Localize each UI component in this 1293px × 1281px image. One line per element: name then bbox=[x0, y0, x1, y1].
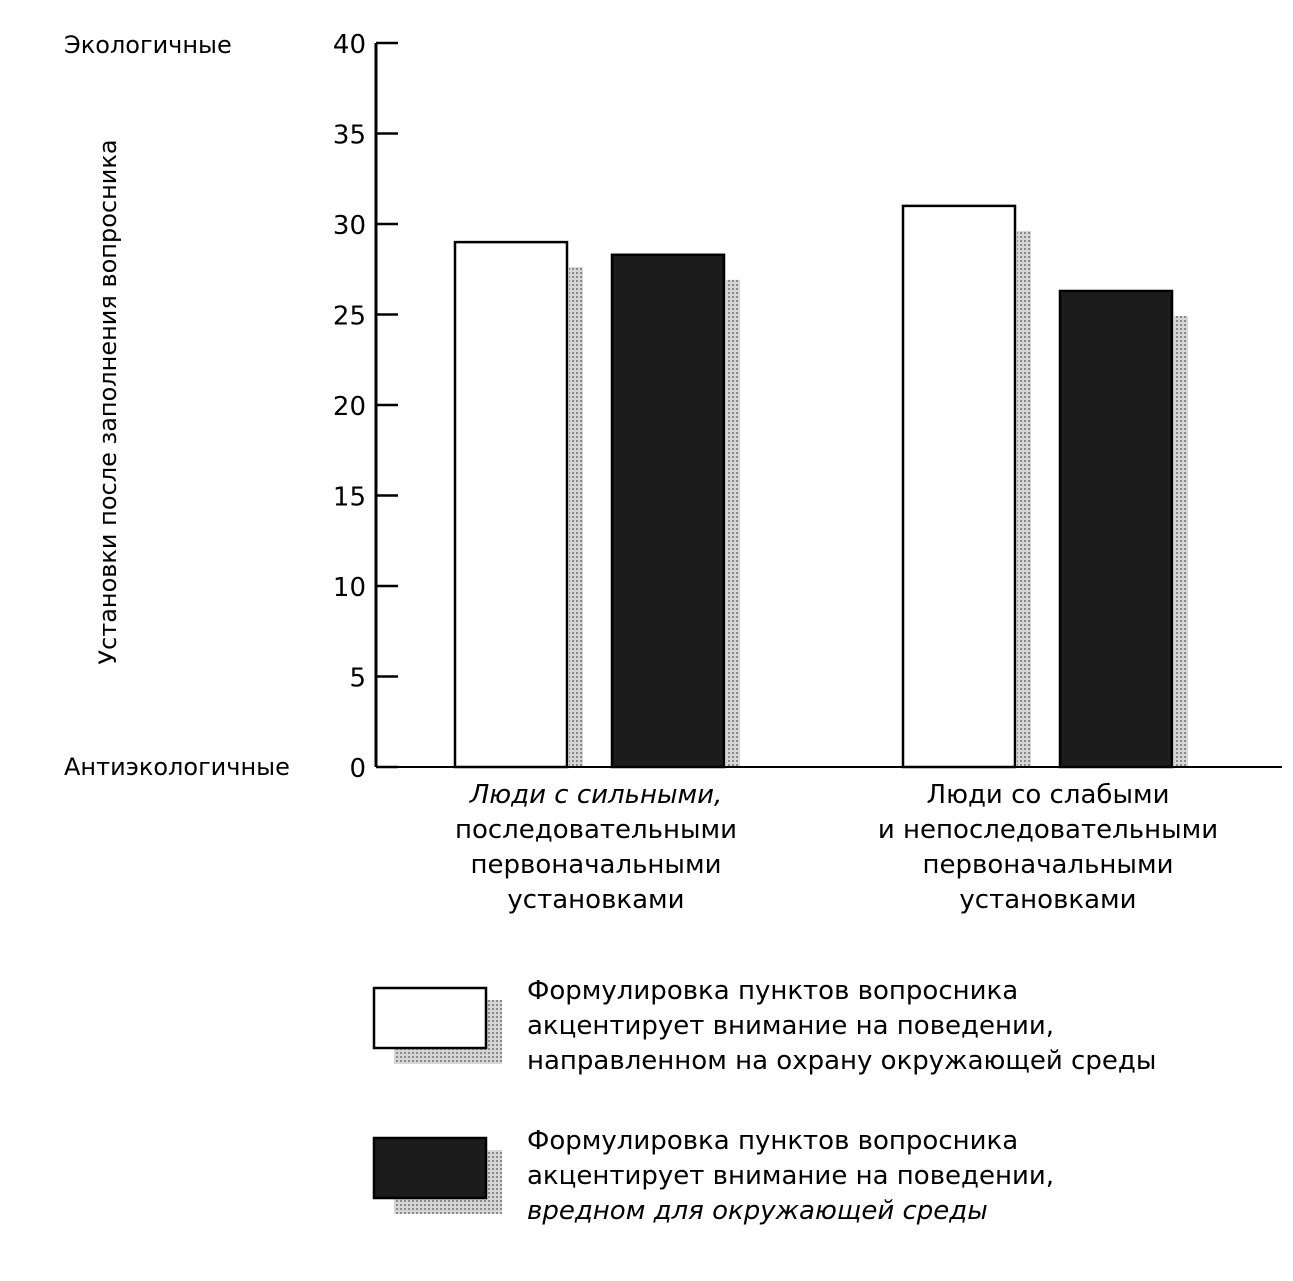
y-axis-label: Установки после заполнения вопросника bbox=[94, 139, 122, 665]
legend-entry-pro bbox=[527, 974, 1267, 1079]
category-label-line: Люди с сильными, bbox=[469, 780, 723, 810]
y-top-label: Экологичные bbox=[64, 31, 232, 59]
legend-line: акцентирует внимание на поведении, bbox=[527, 1161, 1055, 1191]
y-tick-label: 20 bbox=[332, 392, 366, 422]
category-label-line: установками bbox=[959, 885, 1137, 915]
category-label-line: последовательными bbox=[454, 815, 738, 845]
y-tick-label: 40 bbox=[332, 30, 366, 60]
bar-shadow bbox=[569, 267, 583, 767]
category-label-strong bbox=[416, 778, 776, 918]
y-bottom-label: Антиэкологичные bbox=[64, 753, 290, 781]
legend-swatch-shadow bbox=[487, 1150, 502, 1212]
legend-swatch bbox=[374, 1138, 486, 1198]
bar bbox=[455, 242, 567, 767]
y-tick-label: 35 bbox=[332, 120, 366, 151]
bar-shadow bbox=[1017, 231, 1031, 767]
legend-entry-anti bbox=[527, 1124, 1267, 1229]
bar bbox=[1060, 291, 1172, 767]
legend-line: акцентирует внимание на поведении, bbox=[527, 1011, 1055, 1041]
category-label-line: и непоследовательными bbox=[877, 815, 1219, 845]
y-tick-label: 10 bbox=[332, 573, 366, 603]
legend-line: вредном для окружающей среды bbox=[527, 1196, 988, 1226]
bar-shadow bbox=[726, 280, 740, 767]
bar bbox=[612, 255, 724, 767]
y-tick-label: 5 bbox=[349, 663, 366, 694]
legend-swatch bbox=[374, 988, 486, 1048]
legend-line: Формулировка пунктов вопросника bbox=[527, 1126, 1019, 1156]
legend-line: направленном на охрану окружающей среды bbox=[527, 1046, 1157, 1076]
category-label-line: первоначальными bbox=[922, 850, 1174, 880]
category-label-line: установками bbox=[507, 885, 685, 915]
legend-swatch-shadow bbox=[487, 1000, 502, 1062]
category-label-line: первоначальными bbox=[470, 850, 722, 880]
bar-shadow bbox=[1174, 316, 1188, 767]
category-label-line: Люди со слабыми bbox=[926, 780, 1170, 810]
y-tick-label: 15 bbox=[332, 482, 366, 513]
y-tick-label: 0 bbox=[349, 754, 366, 784]
legend-line: Формулировка пунктов вопросника bbox=[527, 976, 1019, 1006]
y-tick-label: 25 bbox=[332, 301, 366, 332]
y-tick-label: 30 bbox=[332, 211, 366, 241]
category-label-weak bbox=[868, 778, 1228, 918]
bar bbox=[903, 206, 1015, 767]
